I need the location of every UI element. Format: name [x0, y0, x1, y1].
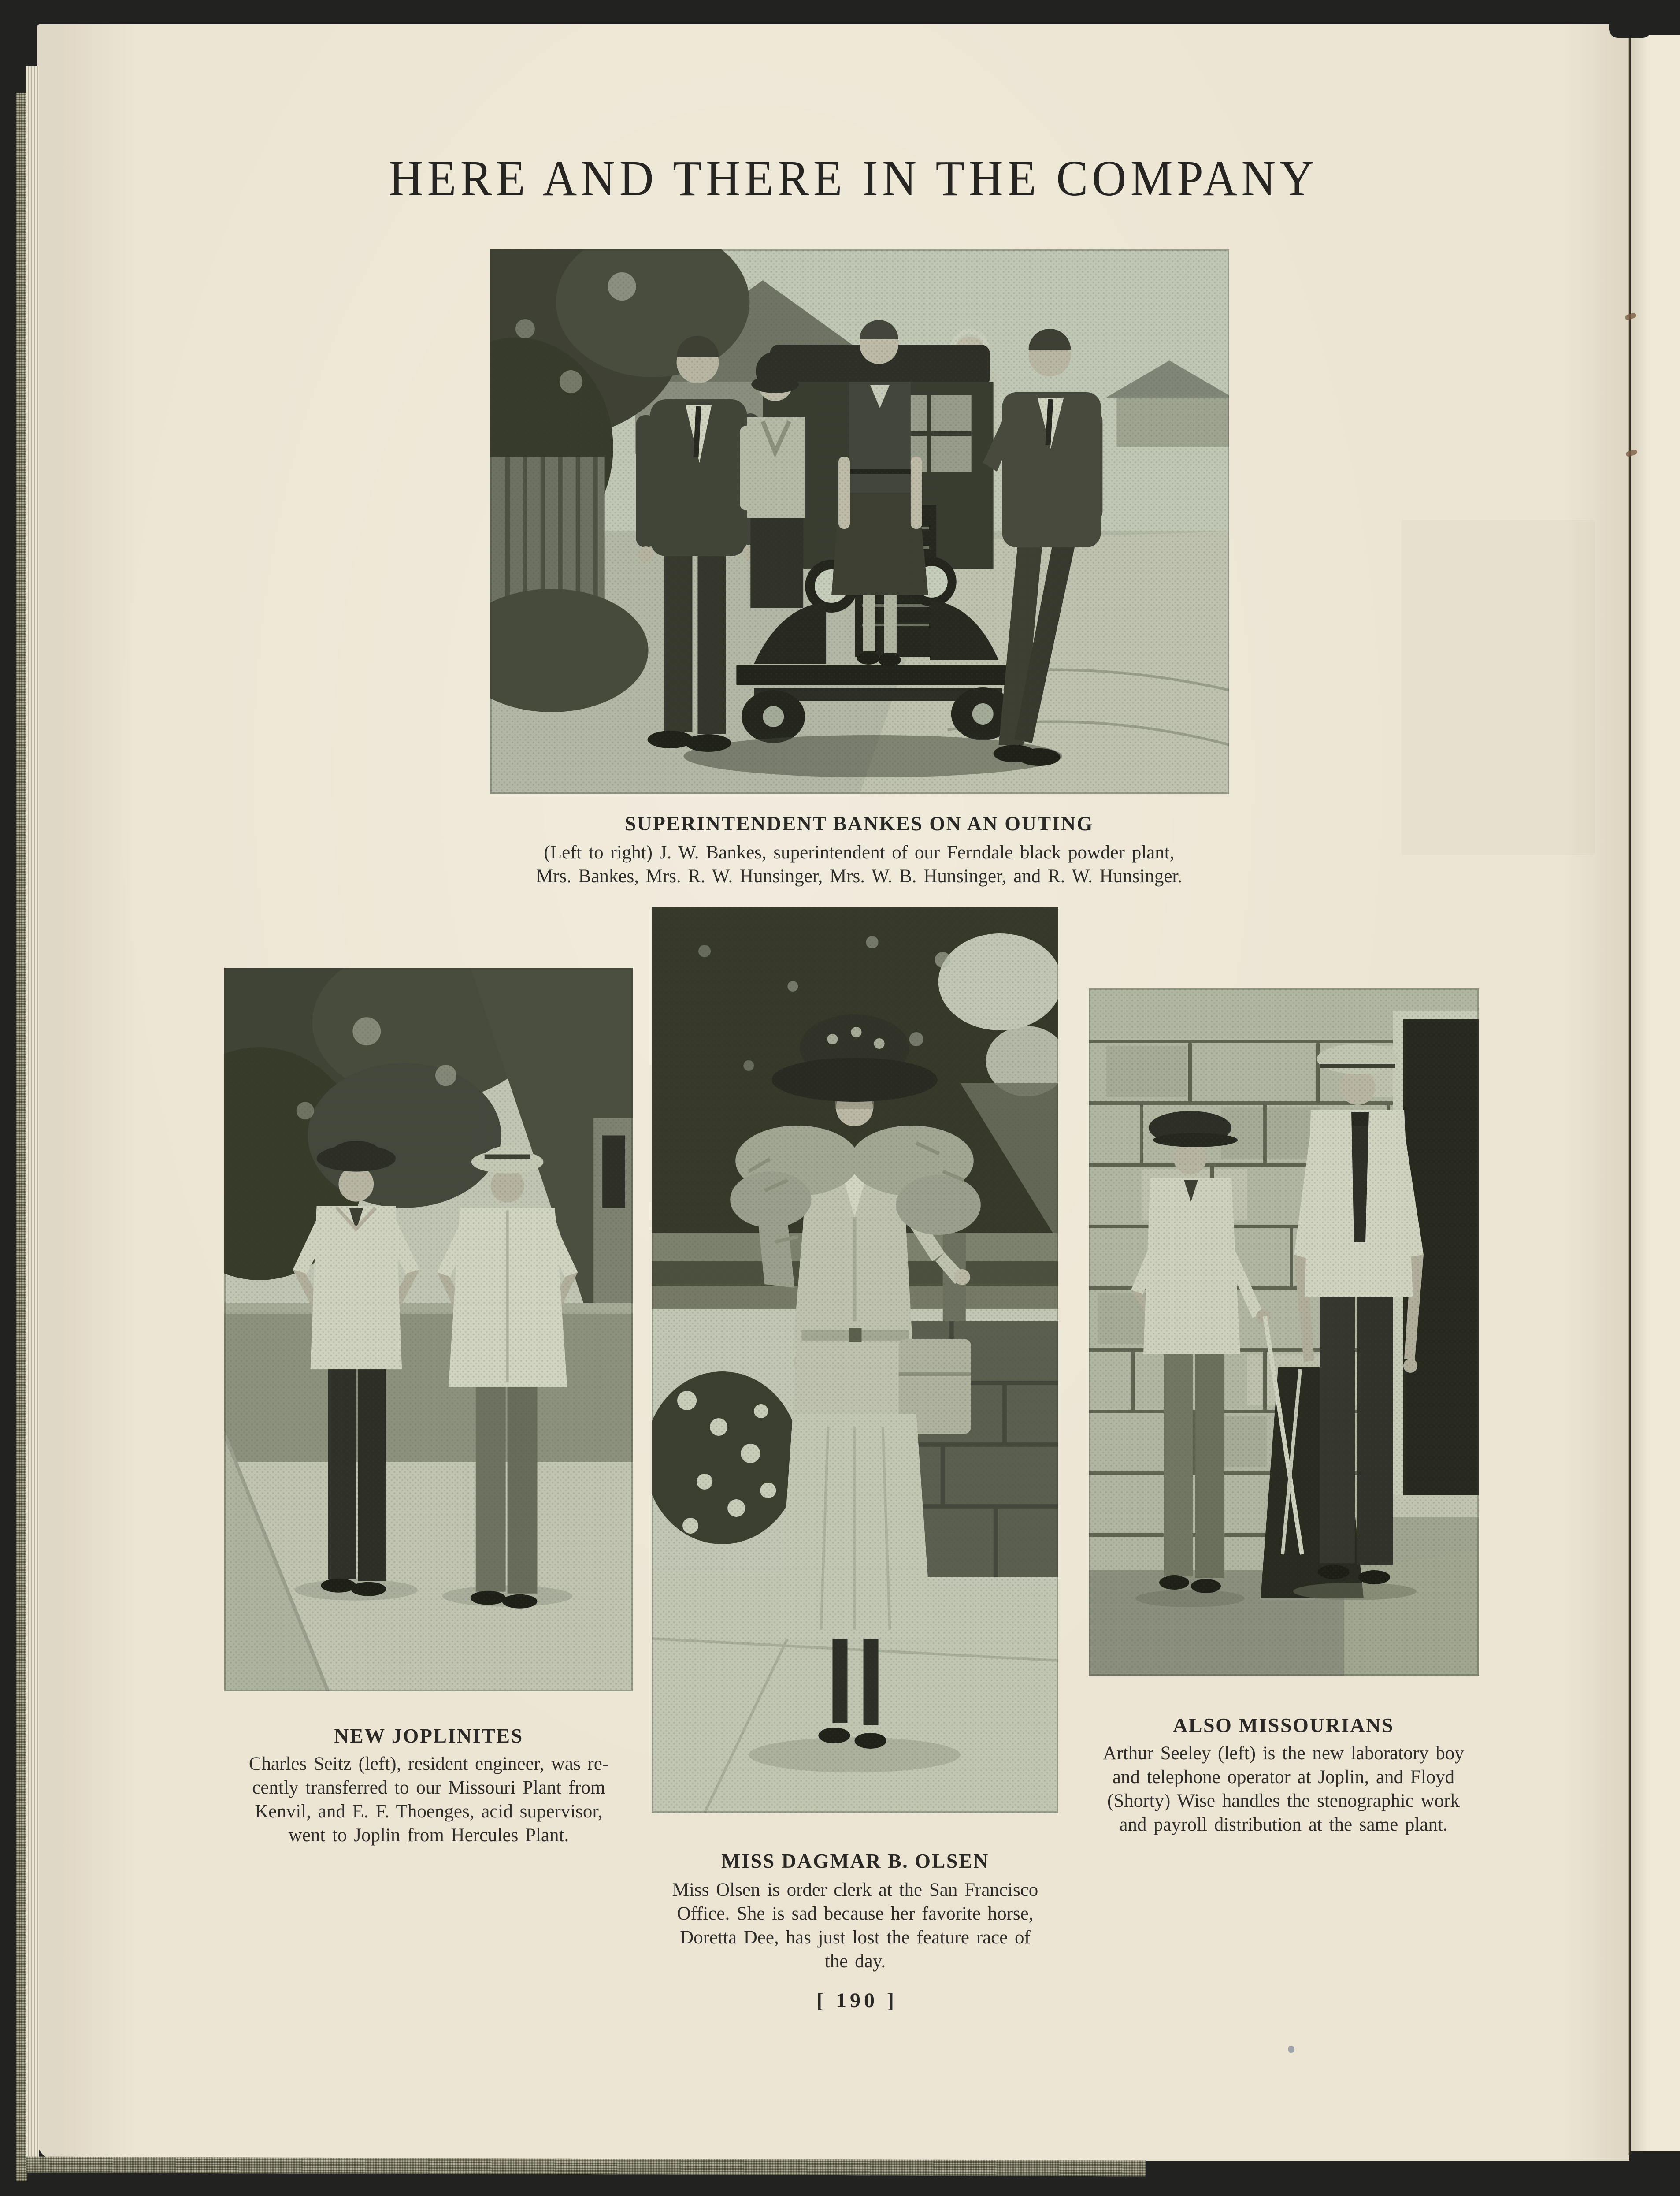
joplinites-caption-heading: NEW JOPLINITES — [334, 1724, 523, 1747]
caption-line: cently transferred to our Missouri Plant from — [252, 1777, 605, 1798]
next-page-edge — [1631, 35, 1680, 2151]
print-showthrough — [1401, 520, 1595, 855]
outing-group-car-photo — [490, 249, 1229, 794]
tint-overlay — [652, 907, 1058, 1813]
joplinites-photo-illustration — [224, 968, 633, 1691]
caption-line: Doretta Dee, has just lost the feature race of — [680, 1927, 1031, 1948]
joplinites-caption — [191, 1752, 667, 1847]
olsen-photo — [652, 907, 1058, 1813]
caption-line: (Shorty) Wise handles the stenographic work — [1107, 1791, 1460, 1811]
missourians-caption-heading: ALSO MISSOURIANS — [1173, 1714, 1394, 1736]
missourians-photo — [1089, 988, 1479, 1676]
page-number: [ 190 ] — [816, 1989, 897, 2012]
caption-line: Miss Olsen is order clerk at the San Francisco — [672, 1880, 1038, 1900]
outing-caption-heading: SUPERINTENDENT BANKES ON AN OUTING — [624, 812, 1094, 835]
binding-crease — [1628, 26, 1631, 2155]
caption-line: and telephone operator at Joplin, and Floyd — [1112, 1767, 1455, 1787]
page-title: HERE AND THERE IN THE COMPANY — [389, 151, 1318, 207]
caption-line: Office. She is sad because her favorite horse, — [677, 1903, 1034, 1924]
olsen-caption-heading: MISS DAGMAR B. OLSEN — [721, 1850, 989, 1872]
missourians-caption — [1043, 1742, 1524, 1837]
ink-speck — [1288, 2046, 1294, 2053]
caption-line: Mrs. Bankes, Mrs. R. W. Hunsinger, Mrs. W. B. Hunsinger, and R. W. Hunsinger. — [536, 866, 1183, 887]
caption-line: Arthur Seeley (left) is the new laboratory boy — [1103, 1743, 1464, 1764]
caption-line: the day. — [824, 1951, 886, 1972]
binding-crease-notch — [1609, 23, 1651, 38]
tint-overlay — [1089, 988, 1479, 1676]
caption-line: Kenvil, and E. F. Thoenges, acid supervisor, — [255, 1801, 603, 1822]
joplinites-photo — [224, 968, 633, 1691]
caption-line: Charles Seitz (left), resident engineer, was re- — [248, 1754, 609, 1774]
missourians-photo-illustration — [1089, 988, 1479, 1676]
caption-line: (Left to right) J. W. Bankes, superintendent of our Ferndale black powder plant, — [544, 842, 1175, 863]
tint-overlay — [490, 249, 1229, 794]
olsen-photo-illustration — [652, 907, 1058, 1813]
outing-caption — [441, 841, 1278, 888]
stacked-page-edges — [26, 66, 39, 2164]
cover-bottom-edge — [26, 2157, 1146, 2177]
tint-overlay — [224, 968, 633, 1691]
olsen-caption — [630, 1878, 1080, 1973]
outing-photo-illustration — [490, 249, 1229, 794]
caption-line: and payroll distribution at the same plant. — [1119, 1814, 1448, 1835]
caption-line: went to Joplin from Hercules Plant. — [288, 1825, 569, 1846]
